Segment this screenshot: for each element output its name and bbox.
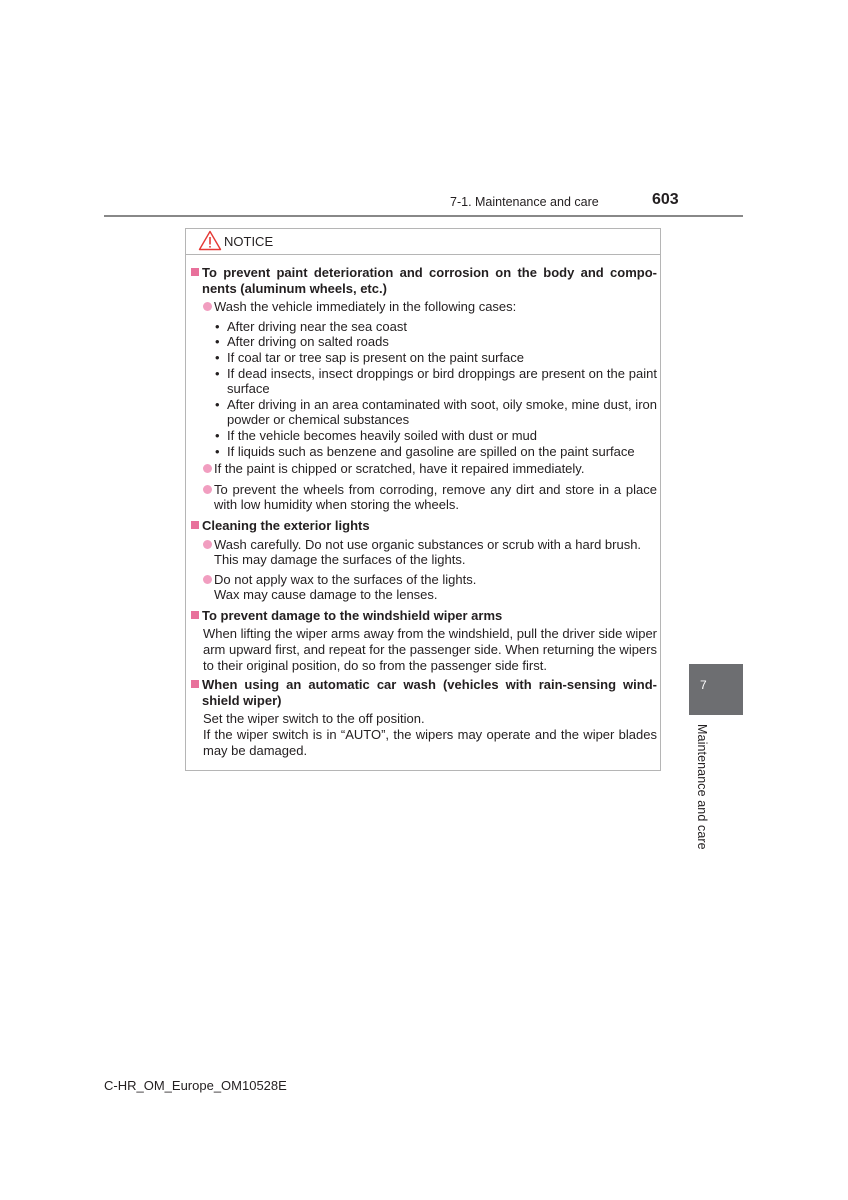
- section-title: To prevent paint deterioration and corrosion on the body and compo-nents (aluminum wheels, etc.): [202, 265, 657, 296]
- header-section-title: 7-1. Maintenance and care: [450, 195, 599, 209]
- bullet: [191, 461, 657, 477]
- notice-header: [186, 229, 660, 255]
- chapter-label: Maintenance and care: [695, 724, 709, 850]
- bullet-text: This may damage the surfaces of the lights.: [214, 552, 466, 568]
- section-paragraph: If the wiper switch is in “AUTO”, the wipers may operate and the wiper blades may be damaged.: [203, 727, 657, 758]
- bullet-text: To prevent the wheels from corroding, remove any dirt and store in a place with low humidity when storing the wheels.: [214, 481, 657, 513]
- bullet-text: If the paint is chipped or scratched, have it repaired immediately.: [214, 461, 585, 477]
- list-item-text: If coal tar or tree sap is present on the paint surface: [227, 349, 524, 365]
- notice-body: [191, 265, 657, 758]
- list-item-text: After driving near the sea coast: [227, 318, 407, 334]
- bullet-dot: [203, 540, 212, 549]
- list-item-dot: •: [215, 318, 220, 334]
- bullet-dot: [203, 302, 212, 311]
- section-title: Cleaning the exterior lights: [202, 517, 370, 533]
- list-item: [191, 428, 657, 444]
- section-marker: [191, 521, 199, 529]
- section-title: When using an automatic car wash (vehicles with rain-sensing wind-shield wiper): [202, 677, 657, 708]
- list-item: [191, 366, 657, 397]
- section-paint-protection: [191, 265, 657, 296]
- list-item-dot: •: [215, 365, 220, 381]
- list-item: [191, 397, 657, 428]
- section-marker: [191, 680, 199, 688]
- bullet: [191, 482, 657, 513]
- page-number: 603: [652, 191, 679, 208]
- list-item-dot: •: [215, 396, 220, 412]
- bullet-text: Wash the vehicle immediately in the following cases:: [214, 299, 517, 315]
- bullet-text: Wash carefully. Do not use organic substances or scrub with a hard brush.: [214, 536, 642, 552]
- list-item-dot: •: [215, 443, 220, 459]
- list-item: [191, 334, 657, 350]
- list-item-text: If the vehicle becomes heavily soiled with dust or mud: [227, 427, 537, 443]
- bullet-dot: [203, 575, 212, 584]
- section-car-wash: [191, 677, 657, 708]
- list-item: [191, 444, 657, 460]
- notice-label: NOTICE: [224, 234, 274, 249]
- list-item-dot: •: [215, 334, 220, 350]
- list-item-text: If liquids such as benzene and gasoline are spilled on the paint surface: [227, 443, 635, 459]
- list-item-text: After driving on salted roads: [227, 334, 389, 350]
- list-item-dot: •: [215, 427, 220, 443]
- section-paragraph: Set the wiper switch to the off position.: [203, 711, 425, 727]
- bullet-dot: [203, 464, 212, 473]
- list-item-dot: •: [215, 349, 220, 365]
- notice-box: [185, 228, 661, 771]
- footer-doc-id: C-HR_OM_Europe_OM10528E: [104, 1078, 287, 1093]
- bullet: [191, 537, 657, 568]
- bullet-text: Do not apply wax to the surfaces of the lights.: [214, 571, 477, 587]
- section-marker: [191, 268, 199, 276]
- list-item-text: If dead insects, insect droppings or bird droppings are present on the paint surface: [227, 365, 657, 397]
- bullet-dot: [203, 485, 212, 494]
- chapter-tab: [689, 664, 743, 715]
- section-exterior-lights: [191, 518, 657, 534]
- section-wiper-arms: [191, 608, 657, 624]
- bullet-text: Wax may cause damage to the lenses.: [214, 587, 438, 603]
- chapter-number: 7: [700, 678, 707, 692]
- header-rule: [104, 215, 743, 217]
- list-item-text: After driving in an area contaminated with soot, oily smoke, mine dust, iron powder or chemical substances: [227, 396, 657, 428]
- warning-triangle-icon: [198, 230, 222, 251]
- section-title: To prevent damage to the windshield wiper arms: [202, 607, 503, 623]
- list-item: [191, 350, 657, 366]
- bullet: [191, 299, 657, 315]
- section-marker: [191, 611, 199, 619]
- list-item: [191, 319, 657, 335]
- bullet: [191, 572, 657, 603]
- section-paragraph: When lifting the wiper arms away from the windshield, pull the driver side wiper arm upward first, and repeat for the passenger side. When returning the wipers to their original position, do so from the passenger side first.: [203, 626, 657, 673]
